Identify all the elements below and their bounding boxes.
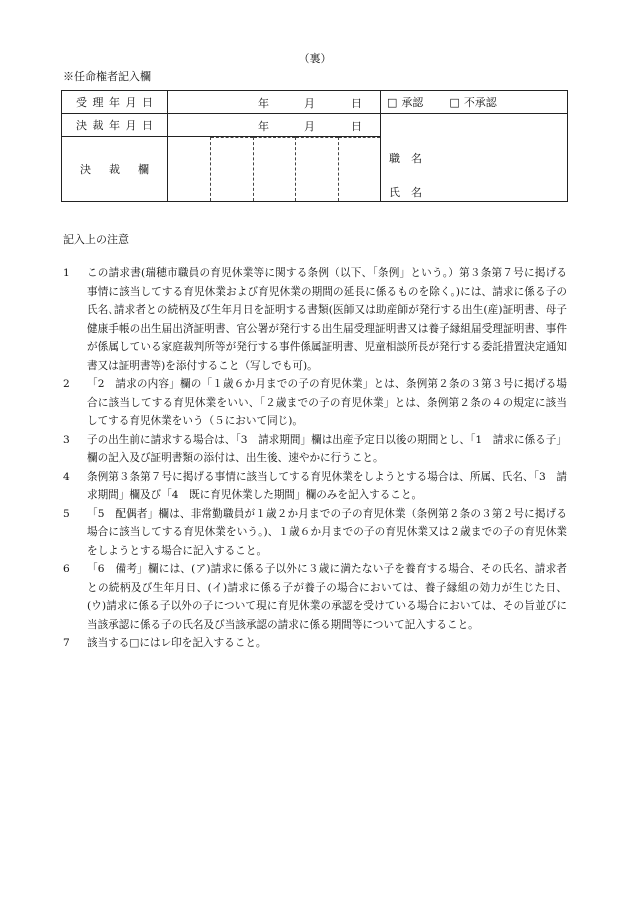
received-date-field[interactable] — [168, 91, 381, 114]
notes-title: 記入上の注意 — [63, 233, 129, 246]
note-number: 2 — [63, 378, 70, 390]
appointer-section-title: ※任命権者記入欄 — [63, 70, 151, 83]
note-number: 7 — [63, 637, 70, 649]
title-label: 職 名 — [389, 152, 422, 165]
note-text: 「2 請求の内容」欄の「１歳６か月までの子の育児休業」とは、条例第２条の３第３号に掲げる場合に該当してする育児休業をいい、「２歳までの子の育児休業」とは、条例第２条の４の規定に該当してする育児休業をいう（５において同じ)。 — [87, 378, 567, 427]
year-unit: 年 — [258, 97, 269, 110]
stamp-cell[interactable] — [296, 137, 339, 201]
note-text: 条例第３条第７号に掲げる事情に該当してする育児休業をしようとする場合は、所属、氏名、「3 請求期間」欄及び「4 既に育児休業した期間」欄のみを記入すること。 — [87, 470, 567, 501]
approve-checkbox[interactable]: □ — [387, 96, 398, 109]
day-unit: 日 — [351, 97, 362, 110]
day-unit: 日 — [351, 120, 362, 133]
note-text: 「6 備考」欄には、(ア)請求に係る子以外に３歳に満たない子を養育する場合、その氏名、請求者との続柄及び生年月日、(イ)請求に係る子が養子の場合においては、養子縁組の効力が生じた日、(ウ)請求に係る子以外の子について現に育児休業の承認を受けている場合においては、その旨並びに当該承認に係る子の氏名及び当該承認の請求に係る期間等について記入すること。 — [87, 563, 567, 631]
note-number: 5 — [63, 507, 70, 520]
decision-date-row — [62, 114, 568, 137]
year-unit: 年 — [258, 120, 269, 133]
approval-choice — [381, 91, 568, 114]
kessai-stamp-area[interactable] — [168, 137, 381, 202]
stamp-cell[interactable] — [168, 137, 211, 201]
note-text: 子の出生前に請求する場合は、「3 請求期間」欄は出産予定日以後の期間とし、「1 請求に係る子」欄の記入及び証明書類の添付は、出生後、速やかに行うこと。 — [87, 433, 567, 464]
name-label: 氏 名 — [389, 186, 422, 199]
appointer-entry-table — [61, 90, 568, 202]
kessai-label: 決裁欄 — [62, 137, 168, 202]
note-item — [63, 505, 567, 561]
page-side-label: （裏） — [298, 52, 332, 65]
month-unit: 月 — [304, 97, 315, 110]
decision-date-label: 決裁年月日 — [62, 114, 168, 137]
disapprove-label: 不承認 — [463, 96, 497, 109]
note-text: この請求書(瑞穂市職員の育児休業等に関する条例（以下、「条例」という。）第３条第７号に掲げる事情に該当してする育児休業および育児休業の期間の延長に係るものを除く。)には、請求に係る子の氏名､請求者との続柄及び生年月日を証明する書類(医師又は助産師が発行する出生(産)証明書、母子健康手帳の出生届出済証明書、官公署が発行する出生届受理証明書又は養子縁組届受理証明書、事件が係属している家庭裁判所等が発行する事件係属証明書、児童相談所長が発行する委託措置決定通知書又は証明書等)を添付すること（写しでも可)。 — [87, 267, 567, 372]
received-date-label: 受理年月日 — [62, 91, 168, 114]
note-item — [63, 264, 567, 375]
note-text: 該当する□にはレ印を記入すること。 — [87, 637, 267, 649]
note-item — [63, 431, 567, 468]
note-text: 「5 配偶者」欄は、非常勤職員が１歳２か月までの子の育児休業（条例第２条の３第２号に掲げる場合に該当してする育児休業をいう。)、１歳６か月までの子の育児休業又は２歳までの子の育児休業をしようとする場合に記入すること。 — [87, 507, 567, 557]
note-number: 1 — [63, 267, 70, 279]
note-number: 3 — [63, 433, 70, 446]
notes-list — [63, 264, 567, 653]
stamp-cell[interactable] — [211, 137, 254, 201]
note-item — [63, 634, 567, 653]
note-item — [63, 375, 567, 431]
received-date-row — [62, 91, 568, 114]
approver-box — [381, 114, 568, 202]
note-item — [63, 560, 567, 634]
stamp-cell[interactable] — [339, 137, 381, 201]
note-number: 4 — [63, 470, 70, 483]
decision-date-field[interactable] — [168, 114, 381, 137]
note-item — [63, 468, 567, 505]
disapprove-checkbox[interactable]: □ — [449, 96, 460, 109]
month-unit: 月 — [304, 120, 315, 133]
approve-label: 承認 — [401, 96, 424, 109]
note-number: 6 — [63, 563, 70, 575]
stamp-cell[interactable] — [254, 137, 297, 201]
